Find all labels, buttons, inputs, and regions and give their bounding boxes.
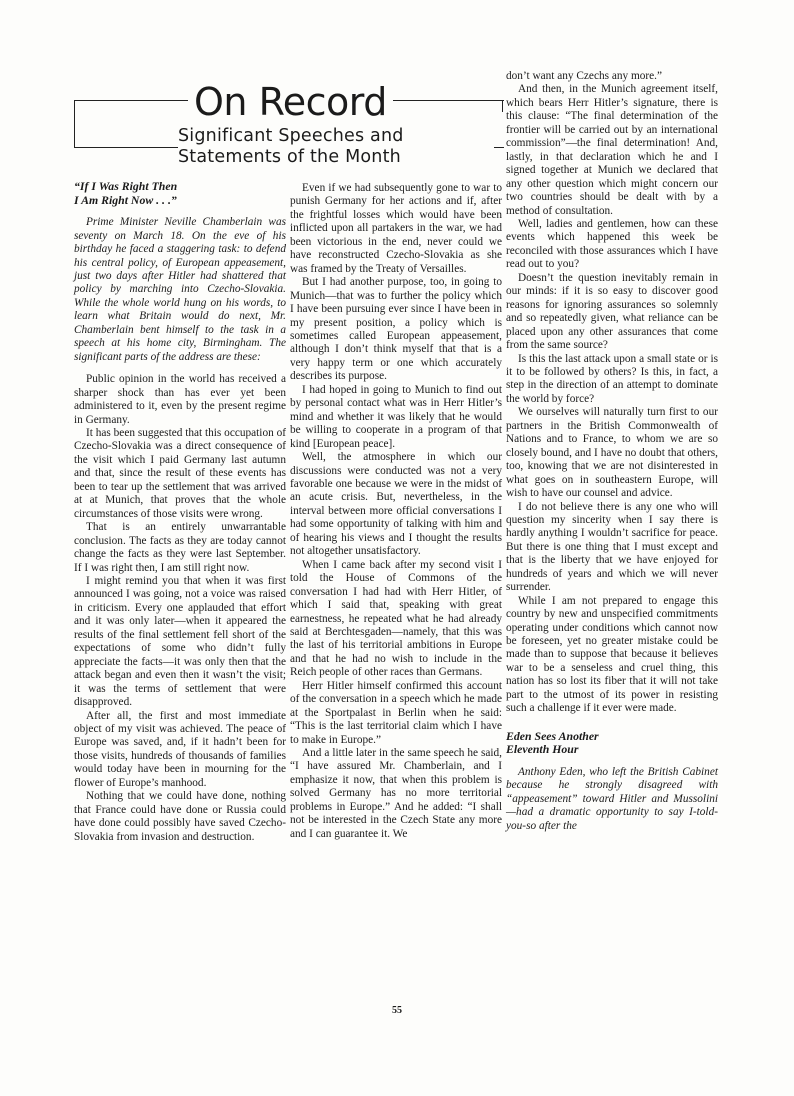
section-heading-line-2: I Am Right Now . . .” (74, 192, 177, 207)
paragraph: Well, the atmosphere in which our discussions were conducted was not a very favorable one because we were in the midst of an acute crisis. But, nevertheless, in the interval between more official conversations I had some opportunity of talking with him and of hearing his views and I thought the results not altogether unsatisfactory. (290, 451, 502, 558)
paragraph: It has been suggested that this occupation of Czecho-Slovakia was a direct consequence of the visit which I paid Germany last autumn and that, since the result of these events has been to tear up the settlement that was arrived at at Munich, that proves that the whole circumstances of those visits were wrong. (74, 426, 286, 520)
column-2 (290, 182, 502, 841)
section-heading (506, 730, 718, 757)
paragraph: We ourselves will naturally turn first to our partners in the British Commonwealth of Nations and to France, to whom we are so closely bound, and I have no doubt that others, too, knowing that we are not disinterested in what goes on in southeastern Europe, will wish to have our counsel and advice. (506, 406, 718, 500)
paragraph: Public opinion in the world has received a sharper shock than has ever yet been administered to it, even by the present regime in Germany. (74, 373, 286, 426)
paragraph: Even if we had subsequently gone to war to punish Germany for her actions and if, after the frightful losses which would have been inflicted upon all partakers in the war, we had been victorious in the end, never could we have reconstructed Czecho-Slovakia as she was framed by the Treaty of Versailles. (290, 182, 502, 275)
section-heading (74, 180, 286, 207)
paragraph: But I had another purpose, too, in going to Munich—that was to further the policy which I have been pursuing ever since I have been in my present position, a policy which is sometimes called European appeasement, although I don’t think myself that that is a very happy term or one which accurately describes its purpose. (290, 276, 502, 383)
paragraph: That is an entirely unwarrantable conclusion. The facts as they are today cannot change the facts as they were last September. If I was right then, I am still right now. (74, 521, 286, 574)
section-intro: Anthony Eden, who left the British Cabinet because he strongly disagreed with “appeasement” toward Hitler and Mussolini—had a dramatic opportunity to say I-told-you-so after the (506, 765, 718, 832)
section-heading-line-1: Eden Sees Another (506, 728, 599, 743)
column-1 (74, 180, 286, 844)
masthead-right-rule (502, 100, 503, 112)
section-heading-line-1: “If I Was Right Then (74, 179, 178, 193)
paragraph: I do not believe there is any one who will question my sincerity when I say there is hardly anything I wouldn’t sacrifice for peace. But there is one thing that I must except and that is the liberty that we have enjoyed for hundreds of years and which we will never surrender. (506, 500, 718, 594)
page-number: 55 (392, 1005, 402, 1016)
subtitle-line-1: Significant Speeches and (178, 126, 494, 147)
subtitle-line-2: Statements of the Month (178, 147, 494, 168)
page-title: On Record (188, 80, 393, 124)
section-intro: Prime Minister Neville Chamberlain was seventy on March 18. On the eve of his birthday he faced a staggering task: to defend his central policy, of European appeasement, just two days after Hitler had shattered that policy by marching into Czecho-Slovakia. While the whole world hung on his words, to learn what Britain would do next, Mr. Chamberlain bent himself to the task in a speech at his home city, Birmingham. The significant parts of the address are these: (74, 216, 286, 363)
paragraph: When I came back after my second visit I told the House of Commons of the conversation I had had with Herr Hitler, of which I said that, speaking with great earnestness, he repeated what he had already said at Berchtesgaden—namely, that this was the last of his territorial ambitions in Europe and that he had no wish to include in the Reich people of other races than Germans. (290, 558, 502, 679)
paragraph: And then, in the Munich agreement itself, which bears Herr Hitler’s signature, there is this clause: “The final determination of the frontier will be carried out by an international commission”—the final determination! And, lastly, in that declaration which he and I signed together at Munich we declared that any other question which might concern our two countries should be dealt with by a method of consultation. (506, 83, 718, 217)
masthead (74, 78, 504, 170)
paragraph: And a little later in the same speech he said, “I have assured Mr. Chamberlain, and I emphasize it now, that when this problem is solved Germany has no more territorial problems in Europe.” And he added: “I shall not be interested in the Czech State any more and I can guarantee it. We (290, 747, 502, 840)
paragraph: Is this the last attack upon a small state or is it to be followed by others? Is this, in fact, a step in the direction of an attempt to dominate the world by force? (506, 352, 718, 405)
masthead-left-rule (74, 100, 75, 148)
paragraph: I had hoped in going to Munich to find out by personal contact what was in Herr Hitler’s mind and whether it was likely that he would be willing to cooperate in a program of that kind [European peace]. (290, 383, 502, 450)
paragraph: don’t want any Czechs any more.” (506, 70, 663, 82)
paragraph: Nothing that we could have done, nothing that France could have done or Russia could have done could possibly have saved Czecho-Slovakia from invasion and destruction. (74, 790, 286, 843)
masthead-bottom-rule (74, 147, 180, 148)
paragraph: After all, the first and most immediate object of my visit was achieved. The peace of Europe was saved, and, if it hadn’t been for those visits, hundreds of thousands of families would today have been in mourning for the flower of Europe’s manhood. (74, 709, 286, 789)
paragraph: Doesn’t the question inevitably remain in our minds: if it is so easy to discover good reasons for ignoring assurances so solemnly and so repeatedly given, what reliance can be placed upon any other assurances that come from the same source? (506, 271, 718, 352)
paragraph: Herr Hitler himself confirmed this account of the conversation in a speech which he made at the Sportpalast in Berlin when he said: “This is the last territorial claim which I have to make in Europe.” (290, 679, 502, 746)
paragraph: Well, ladies and gentlemen, how can these events which happened this week be reconciled with those assurances which I have read out to you? (506, 217, 718, 271)
paragraph: I might remind you that when it was first announced I was going, not a voice was raised in criticism. Every one applauded that effort and it was only later—when it appeared the results of the final settlement fell short of the expectations of some who didn’t fully appreciate the facts—it was only then that the attack began and even then it wasn’t the visit; it was the terms of settlement that were disapproved. (74, 574, 286, 709)
section-heading-line-2: Eleventh Hour (506, 742, 579, 757)
paragraph: While I am not prepared to engage this country by new and unspecified commitments operating under conditions which cannot now be foreseen, yet no greater mistake could be made than to suppose that because it believes war to be a senseless and cruel thing, this nation has so lost its fiber that it will not take part to the utmost of its power in resisting such a challenge if it ever were made. (506, 594, 718, 715)
column-3 (506, 70, 718, 833)
